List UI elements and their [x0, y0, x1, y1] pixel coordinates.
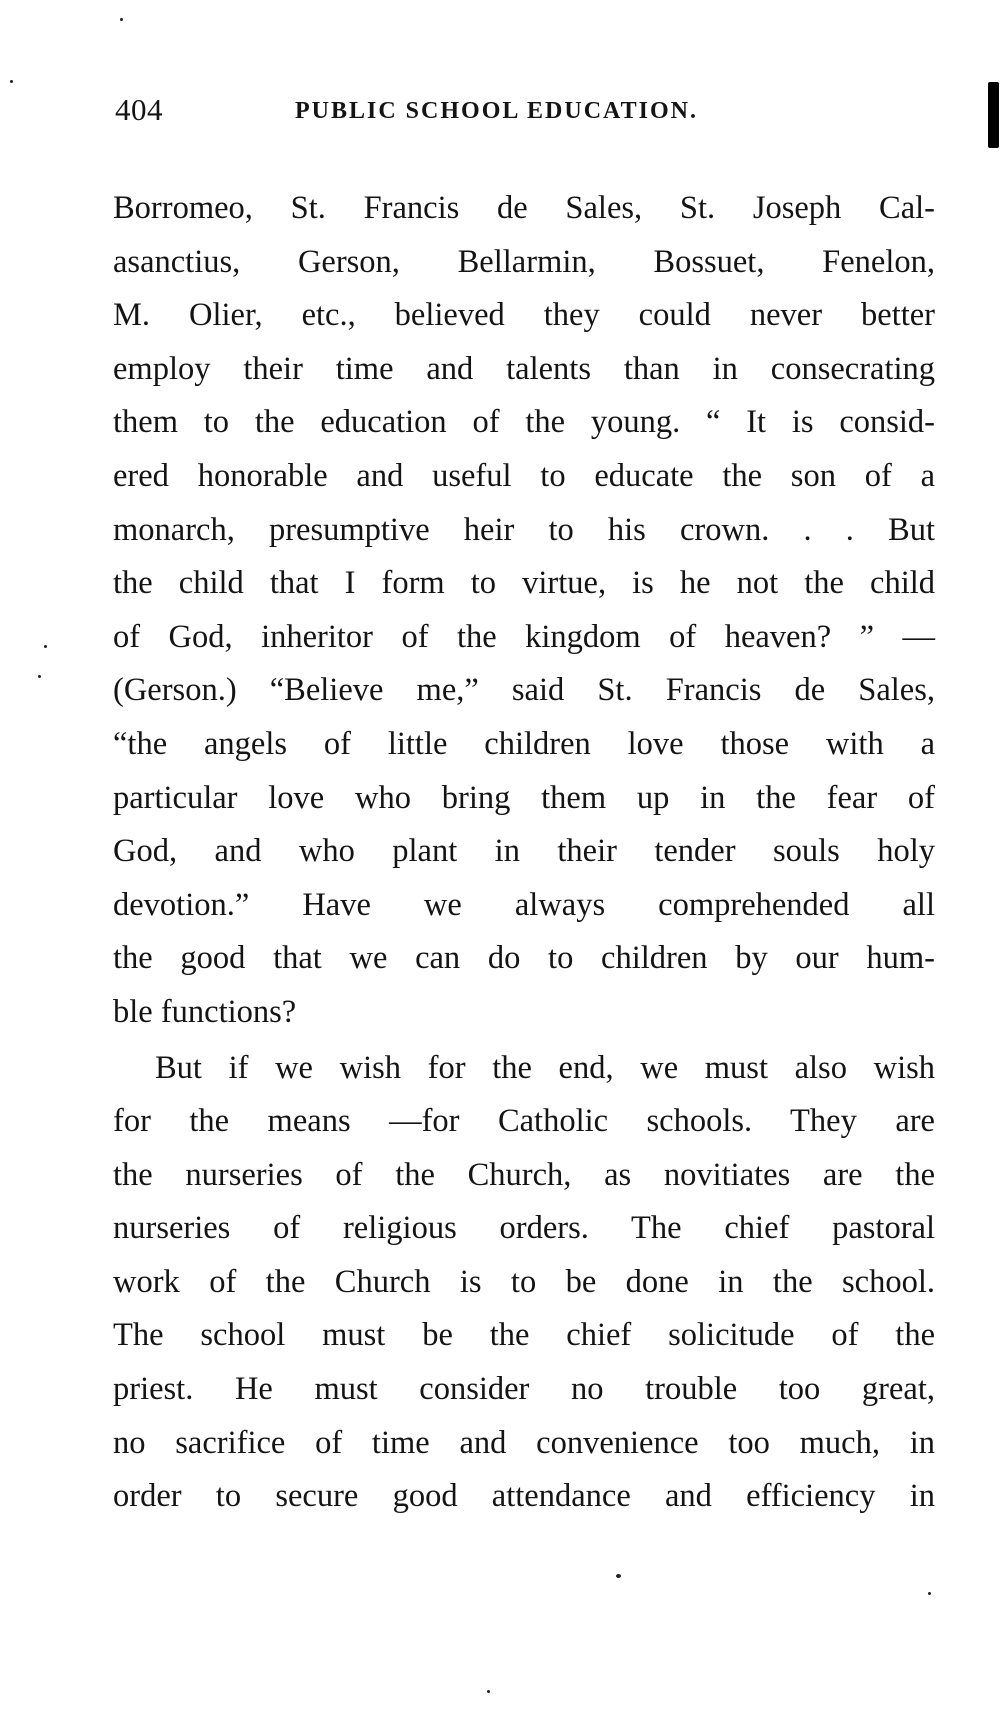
text-line: devotion.” Have we always comprehended all [113, 886, 935, 923]
text-line: The school must be the chief solicitude of the [113, 1317, 935, 1354]
text-line: (Gerson.) “Believe me,” said St. Francis de Sales, [113, 672, 935, 709]
text-line: nurseries of religious orders. The chief pastoral [113, 1210, 935, 1247]
text-line: God, and who plant in their tender souls holy [113, 833, 935, 870]
scan-speck [120, 18, 123, 21]
text-line: the child that I form to virtue, is he not the child [113, 565, 935, 602]
paragraph-2 [113, 1042, 935, 1524]
text-line: “the angels of little children love those with a [113, 725, 935, 762]
scan-speck [928, 1592, 931, 1595]
scan-speck [10, 80, 13, 83]
text-line: But if we wish for the end, we must also wish [155, 1049, 935, 1086]
running-title: PUBLIC SCHOOL EDUCATION. [295, 98, 698, 124]
text-line: of God, inheritor of the kingdom of heaven? ” — [113, 618, 935, 655]
page-edge-mark [988, 82, 999, 148]
text-line: ered honorable and useful to educate the son of a [113, 457, 935, 494]
text-line: monarch, presumptive heir to his crown. . . But [113, 511, 935, 548]
text-line: asanctius, Gerson, Bellarmin, Bossuet, Fenelon, [113, 243, 935, 280]
text-line: work of the Church is to be done in the school. [113, 1263, 935, 1300]
text-line: for the means —for Catholic schools. They are [113, 1103, 935, 1140]
text-line: particular love who bring them up in the fear of [113, 779, 935, 816]
text-line: employ their time and talents than in consecrating [113, 350, 935, 387]
scan-speck [487, 1690, 490, 1693]
paragraph-1 [113, 182, 935, 1040]
text-line: Borromeo, St. Francis de Sales, St. Joseph Cal- [113, 190, 935, 226]
page-number: 404 [115, 92, 163, 127]
body-text [113, 182, 935, 1524]
scan-speck [38, 675, 41, 678]
text-line: M. Olier, etc., believed they could never better [113, 297, 935, 334]
text-line: ble functions? [113, 993, 297, 1030]
text-line: the good that we can do to children by our hum- [113, 940, 935, 977]
text-line: priest. He must consider no trouble too great, [113, 1371, 935, 1408]
text-line: them to the education of the young. “ It is consid- [113, 404, 935, 441]
text-line: the nurseries of the Church, as novitiates are the [113, 1156, 935, 1193]
text-line: no sacrifice of time and convenience too much, in [113, 1424, 935, 1461]
scan-speck [616, 1574, 621, 1578]
text-line: order to secure good attendance and efficiency in [113, 1478, 935, 1515]
running-head [115, 92, 935, 132]
scan-speck [44, 645, 47, 648]
